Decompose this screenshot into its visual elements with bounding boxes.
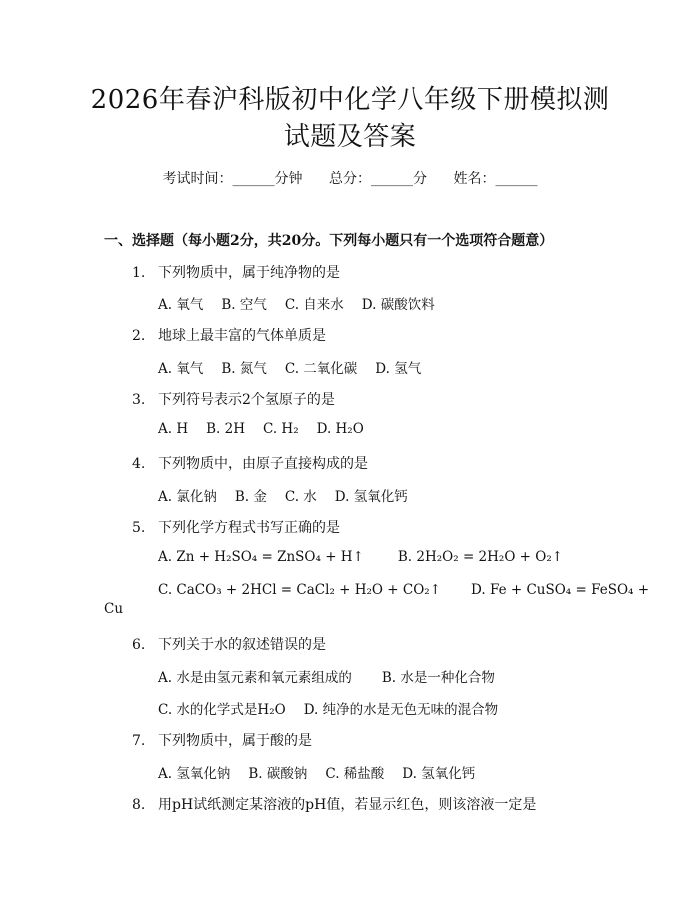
- option-a: A. Zn + H₂SO₄ = ZnSO₄ + H↑: [158, 549, 364, 565]
- question-number: 4.: [132, 456, 146, 472]
- question-text: 用pH试纸测定某溶液的pH值，若显示红色，则该溶液一定是: [158, 797, 537, 813]
- question-3: [132, 389, 335, 409]
- question-text: 下列化学方程式书写正确的是: [158, 520, 340, 536]
- document-title-line1: 2026年春沪科版初中化学八年级下册模拟测: [90, 85, 610, 115]
- option-d: D. 氢氧化钙: [402, 766, 476, 782]
- option-c: C. 二氧化碳: [284, 361, 358, 377]
- question-5: [132, 517, 340, 537]
- question-5-options-ab: [158, 549, 581, 565]
- question-6: [132, 634, 326, 654]
- option-d: D. H₂O: [316, 421, 364, 437]
- question-number: 8.: [132, 797, 146, 813]
- option-d-wrap: Cu: [104, 601, 124, 617]
- question-text: 下列关于水的叙述错误的是: [158, 637, 326, 653]
- option-b: B. 2H₂O₂ = 2H₂O + O₂↑: [397, 549, 564, 565]
- option-a: A. H: [158, 421, 189, 437]
- question-1: [132, 262, 340, 282]
- document-title-line2: 试题及答案: [283, 122, 417, 152]
- question-4: [132, 453, 368, 473]
- question-5-options-cd: [158, 582, 649, 598]
- option-b: B. 空气: [221, 297, 267, 313]
- question-2: [132, 325, 326, 345]
- question-4-options: [158, 485, 426, 505]
- option-d: D. 碳酸饮料: [361, 297, 435, 313]
- option-c: C. 自来水: [284, 297, 344, 313]
- option-c: C. H₂: [262, 421, 299, 437]
- option-a: A. 氢氧化钠: [158, 766, 231, 782]
- question-number: 2.: [132, 328, 146, 344]
- option-d: D. Fe + CuSO₄ = FeSO₄ +: [471, 582, 650, 598]
- option-c: C. CaCO₃ + 2HCl = CaCl₂ + H₂O + CO₂↑: [158, 582, 442, 598]
- question-text: 下列物质中，属于纯净物的是: [158, 265, 340, 281]
- question-number: 1.: [132, 265, 146, 281]
- exam-meta: [0, 168, 700, 188]
- option-b: B. 水是一种化合物: [381, 670, 495, 686]
- question-number: 7.: [132, 733, 146, 749]
- question-7: [132, 730, 312, 750]
- option-b: B. 氮气: [221, 361, 267, 377]
- option-d: D. 纯净的水是无色无味的混合物: [303, 702, 499, 718]
- option-a: A. 氯化钠: [158, 489, 217, 505]
- option-a: A. 氧气: [158, 297, 204, 313]
- question-number: 3.: [132, 392, 146, 408]
- question-2-options: [158, 357, 439, 377]
- option-b: B. 金: [234, 489, 267, 505]
- option-d: D. 氢气: [375, 361, 422, 377]
- option-c: C. 稀盐酸: [325, 766, 385, 782]
- option-c: C. 水的化学式是H₂O: [158, 702, 286, 718]
- question-6-options-cd: [158, 698, 516, 718]
- question-text: 下列符号表示2个氢原子的是: [158, 392, 335, 408]
- question-6-options-ab: [158, 666, 513, 686]
- section-heading: 一、选择题（每小题2分，共20分。下列每小题只有一个选项符合题意）: [104, 233, 554, 249]
- question-1-options: [158, 293, 453, 313]
- option-a: A. 水是由氢元素和氧元素组成的: [158, 670, 352, 686]
- question-7-options: [158, 762, 493, 782]
- question-8: [132, 794, 536, 814]
- question-number: 5.: [132, 520, 146, 536]
- option-c: C. 水: [284, 489, 317, 505]
- question-text: 下列物质中，由原子直接构成的是: [158, 456, 368, 472]
- total-score: 总分：______分: [329, 171, 427, 187]
- student-name: 姓名：______: [453, 171, 538, 187]
- option-b: B. 2H: [206, 421, 245, 437]
- option-a: A. 氧气: [158, 361, 204, 377]
- option-b: B. 碳酸钠: [248, 766, 308, 782]
- question-number: 6.: [132, 637, 146, 653]
- question-text: 下列物质中，属于酸的是: [158, 733, 312, 749]
- exam-time: 考试时间：______分钟: [162, 171, 303, 187]
- question-3-options: [158, 421, 382, 437]
- question-text: 地球上最丰富的气体单质是: [158, 328, 326, 344]
- option-d: D. 氢氧化钙: [334, 489, 408, 505]
